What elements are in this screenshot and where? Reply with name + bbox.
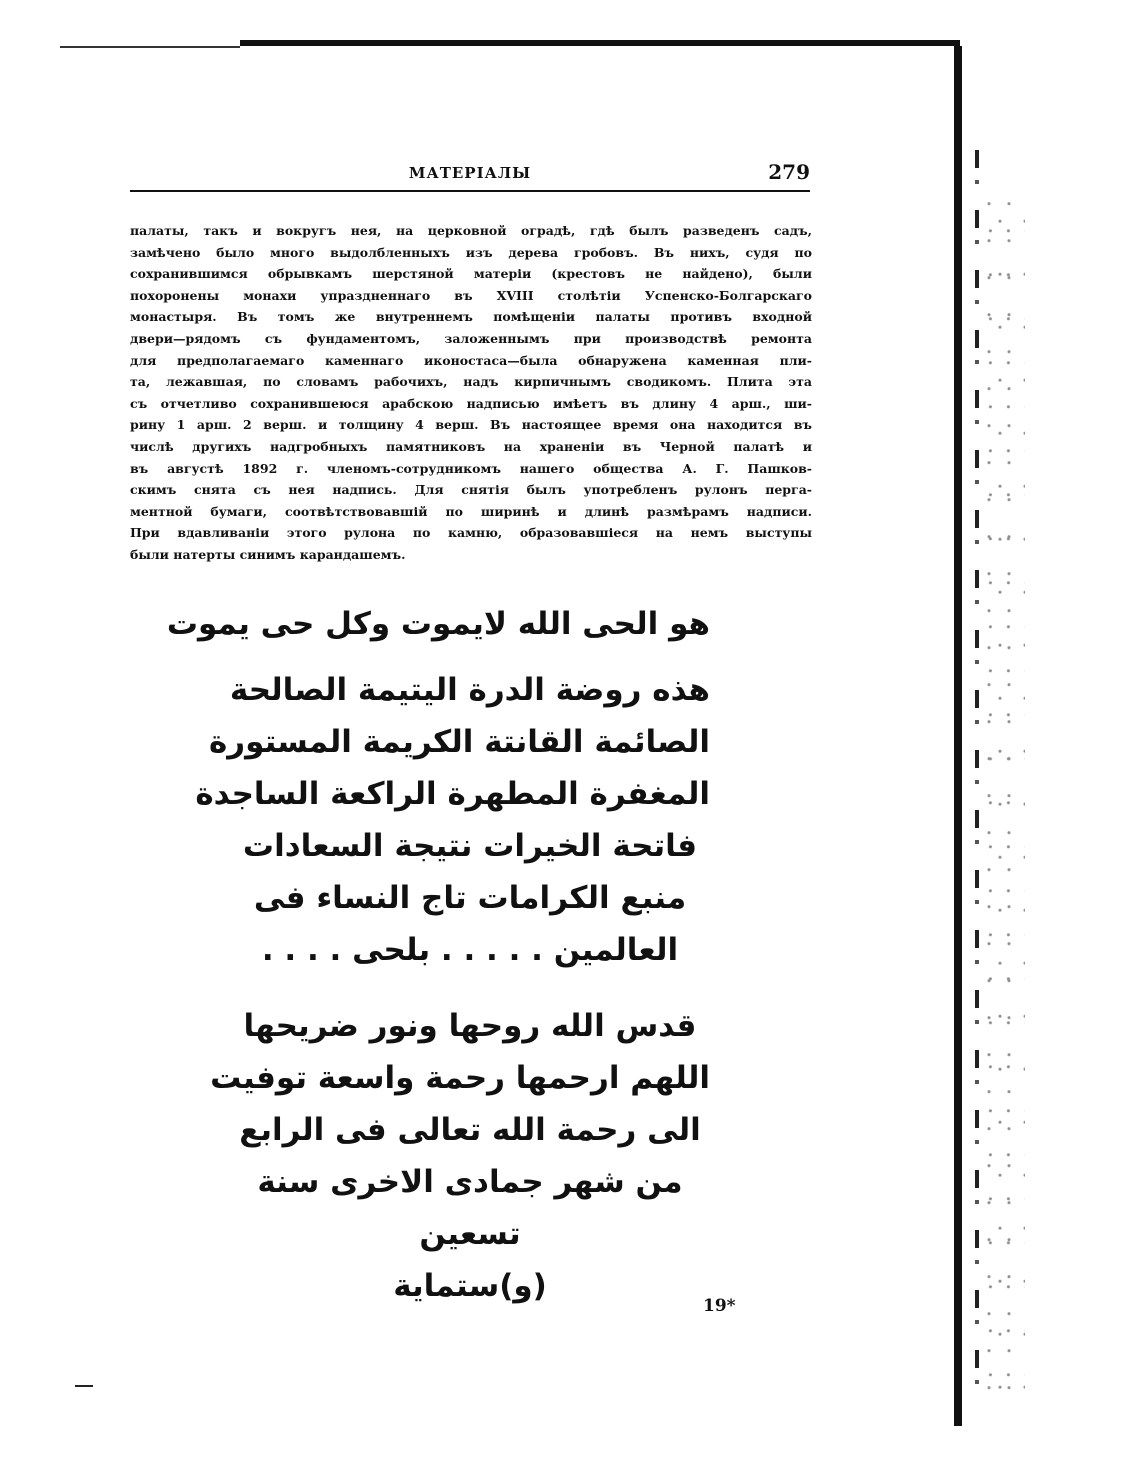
text-line: При вдавливаніи этого рулона по камню, образовавшіеся на немъ выступы (130, 525, 812, 541)
scan-noise (985, 200, 1025, 1400)
inscription-line: اللهم ارحمها رحمة واسعة توفيت (210, 1060, 710, 1096)
arabic-inscription (166, 598, 710, 1312)
inscription-line: هذه روضة الدرة اليتيمة الصالحة (229, 672, 710, 708)
signature-mark: 19* (703, 1296, 736, 1316)
text-line: замѣчено было много выдолбленныхъ изъ дерева гробовъ. Въ нихъ, судя по (130, 244, 812, 260)
text-line: рину 1 арш. 2 верш. и толщину 4 верш. Въ настоящее время она находится въ (130, 417, 812, 433)
body-paragraph (130, 220, 812, 566)
text-line: были натерты синимъ карандашемъ. (130, 546, 406, 562)
text-line: скимъ снята съ нея надпись. Для снятія былъ употребленъ рулонъ перга- (130, 482, 812, 498)
inscription-block-b (210, 1000, 710, 1312)
running-title: МАТЕРІАЛЫ (408, 164, 532, 182)
inscription-line: (و)ستماية (393, 1268, 547, 1304)
scan-edge-top-left (60, 46, 240, 48)
inscription-line: المغفرة المطهرة الراكعة الساجدة (195, 776, 710, 812)
text-line: числѣ другихъ надгробныхъ памятниковъ на храненіи въ Черной палатѣ и (130, 438, 812, 454)
text-line: та, лежавшая, по словамъ рабочихъ, надъ кирпичнымъ сводикомъ. Плита эта (130, 374, 812, 390)
inscription-line: منبع الكرامات تاج النساء فى (253, 880, 687, 916)
inscription-line: فاتحة الخيرات نتيجة السعادات (242, 828, 698, 864)
inscription-line: الى رحمة الله تعالى فى الرابع (239, 1112, 701, 1148)
text-line: двери—рядомъ съ фундаментомъ, заложеннымъ при производствѣ ремонта (130, 330, 812, 346)
inscription-line: تسعين (419, 1216, 521, 1252)
inscription-line: قدس الله روحها ونور ضريحها (243, 1008, 697, 1044)
text-line: палаты, такъ и вокругъ нея, на церковной оградѣ, гдѣ былъ разведенъ садъ, (130, 223, 812, 238)
scan-edge-top (240, 40, 960, 46)
page-number: 279 (768, 160, 810, 184)
inscription-line: العالمين . . . . . بلحى . . . . (261, 932, 679, 968)
inscription-block-a (195, 664, 710, 976)
page-binding-edge (954, 46, 962, 1426)
running-head (130, 160, 810, 182)
text-line: монастыря. Въ томъ же внутреннемъ помѣщеніи палаты противъ входной (130, 309, 812, 325)
inscription-line: من شهر جمادى الاخرى سنة (257, 1164, 683, 1200)
text-line: съ отчетливо сохранившеюся арабскою надписью имѣетъ въ длину 4 арш., ши- (130, 395, 812, 411)
inscription-line: الصائمة القانتة الكريمة المستورة (209, 724, 710, 760)
text-line: въ августѣ 1892 г. членомъ-сотрудникомъ нашего общества А. Г. Пашков- (130, 460, 812, 476)
scan-mark (75, 1385, 93, 1387)
text-line: ментной бумаги, соотвѣтствовавшій по ширинѣ и длинѣ размѣрамъ надписи. (130, 503, 812, 519)
inscription-heading: هو الحى الله لايموت وكل حى يموت (166, 606, 710, 642)
text-line: похоронены монахи упраздненнаго въ XVIII столѣтіи Успенско-Болгарскаго (130, 287, 812, 303)
text-line: для предполагаемаго каменнаго иконостаса—была обнаружена каменная пли- (130, 352, 812, 368)
page-edge-shadow (975, 150, 979, 1410)
header-rule (130, 190, 810, 192)
text-line: сохранившимся обрывкамъ шерстяной матеріи (крестовъ не найдено), были (130, 266, 812, 282)
